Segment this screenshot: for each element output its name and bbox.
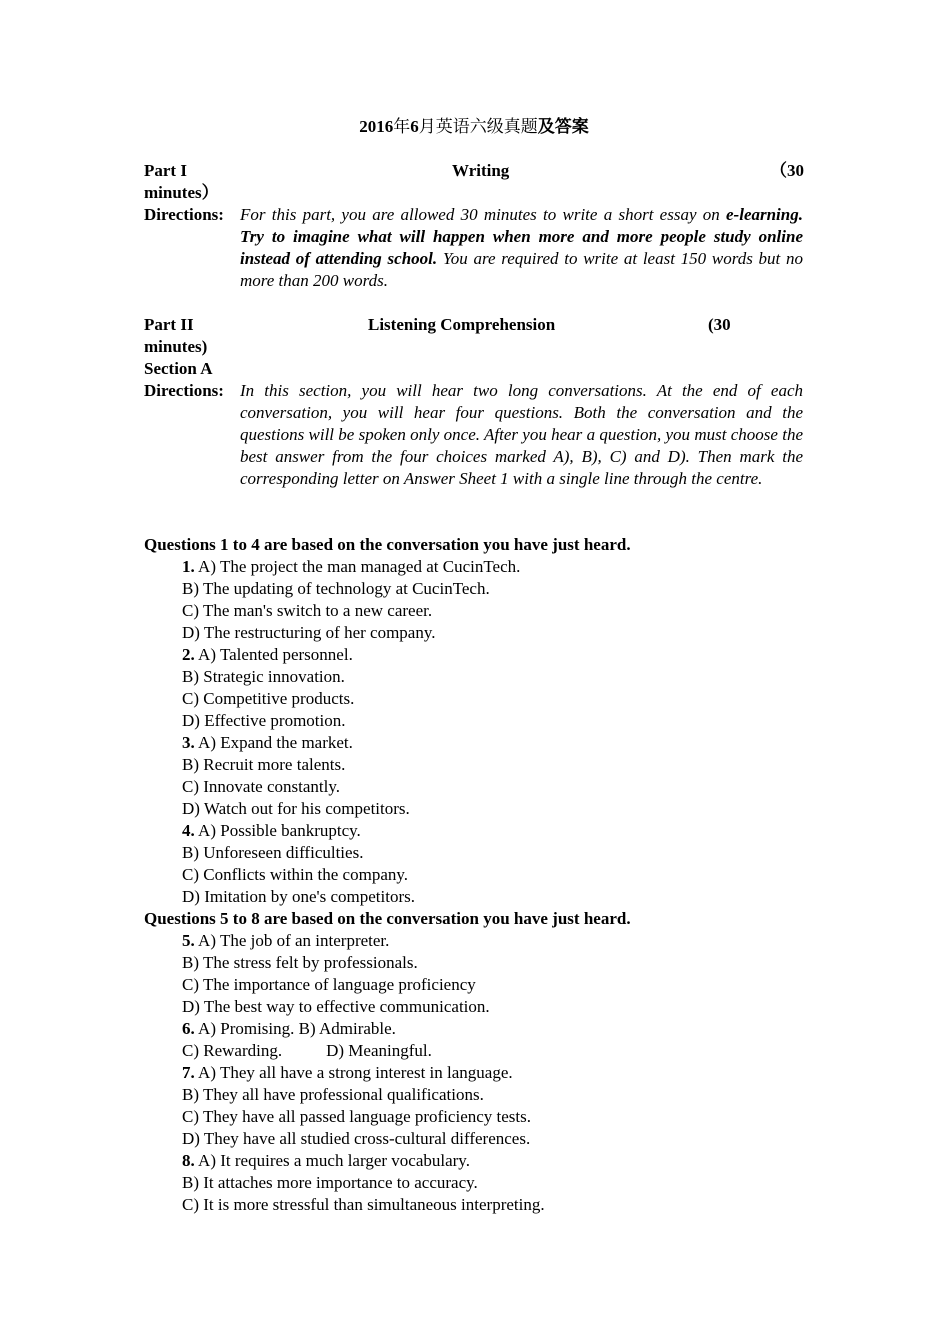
q2-option-d: D) Effective promotion. <box>182 711 346 730</box>
q4-option-d: D) Imitation by one's competitors. <box>182 887 415 906</box>
q2-option-c: C) Competitive products. <box>182 689 355 708</box>
q3-option-a <box>182 732 353 754</box>
q5-option-d: D) The best way to effective communication. <box>182 997 490 1016</box>
q8-option-c: C) It is more stressful than simultaneous interpreting. <box>182 1195 545 1214</box>
q7-option-d: D) They have all studied cross-cultural differences. <box>182 1129 531 1148</box>
q8-a-text: A) It requires a much larger vocabulary. <box>194 1151 470 1170</box>
title-main: 月英语六级真题 <box>418 117 538 136</box>
q4-number: 4. <box>182 821 195 840</box>
q5-option-b: B) The stress felt by professionals. <box>182 953 418 972</box>
q1-option-a <box>182 556 520 578</box>
title-year: 2016 <box>359 117 394 136</box>
q2-number: 2. <box>182 645 195 664</box>
part1-directions-text: For this part, you are allowed 30 minutes to write a short essay on <box>240 205 727 224</box>
q1-option-c: C) The man's switch to a new career. <box>182 601 433 620</box>
part1-directions-topic: e-learning. Try to imagine what will happen when more and more people study online instead of attending school. <box>240 205 803 268</box>
q6-b-text: B) Admirable. <box>294 1019 396 1038</box>
q5-a-text: A) The job of an interpreter. <box>194 931 390 950</box>
part2-time: (30 <box>708 315 731 334</box>
q7-number: 7. <box>182 1063 195 1082</box>
q3-option-b: B) Recruit more talents. <box>182 755 346 774</box>
question-group-2-heading: Questions 5 to 8 are based on the conversation you have just heard. <box>144 909 631 928</box>
q6-number: 6. <box>182 1019 195 1038</box>
q3-number: 3. <box>182 733 195 752</box>
q3-a-text: A) Expand the market. <box>194 733 353 752</box>
part1-label: Part I <box>144 161 187 180</box>
q1-number: 1. <box>182 557 195 576</box>
q6-d-text: D) Meaningful. <box>326 1041 432 1060</box>
part2-time-unit: minutes) <box>144 337 208 356</box>
q2-a-text: A) Talented personnel. <box>194 645 353 664</box>
q6-c-text: C) Rewarding. <box>182 1041 283 1060</box>
q4-option-b: B) Unforeseen difficulties. <box>182 843 364 862</box>
q2-option-a <box>182 644 353 666</box>
part1-directions-requirement: You are required to write at least 150 words but no more than 200 words. <box>240 249 804 290</box>
q4-a-text: A) Possible bankruptcy. <box>194 821 361 840</box>
part2-directions-label: Directions: <box>144 381 224 400</box>
q3-option-d: D) Watch out for his competitors. <box>182 799 410 818</box>
q8-number: 8. <box>182 1151 195 1170</box>
title-year-char: 年 <box>393 117 411 136</box>
q1-option-b: B) The updating of technology at CucinTech. <box>182 579 490 598</box>
q8-option-a <box>182 1150 470 1172</box>
part1-name: Writing <box>452 161 510 180</box>
q5-option-a <box>182 930 389 952</box>
q8-option-b: B) It attaches more importance to accuracy. <box>182 1173 478 1192</box>
part2-directions: In this section, you will hear two long conversations. At the end of each conversation, you will hear four questions. Both the conversation and the questions will be spoken only once. After you hear a question, you must choose the best answer from the four choices marked A), B), C) and D). Then mark the corresponding letter on Answer Sheet 1 with a single line through the centre. <box>240 381 803 488</box>
part1-directions <box>240 204 803 292</box>
q6-a-text: A) Promising. <box>194 1019 295 1038</box>
q7-option-a <box>182 1062 513 1084</box>
q1-option-d: D) The restructuring of her company. <box>182 623 436 642</box>
q7-option-c: C) They have all passed language proficiency tests. <box>182 1107 532 1126</box>
q5-number: 5. <box>182 931 195 950</box>
part1-directions-label: Directions: <box>144 205 224 224</box>
part1-time-unit: minutes） <box>144 183 219 202</box>
q6-options-cd <box>182 1040 432 1062</box>
part2-name: Listening Comprehension <box>368 315 556 334</box>
part2-label: Part II <box>144 315 194 334</box>
q2-option-b: B) Strategic innovation. <box>182 667 345 686</box>
section-a-label: Section A <box>144 359 213 378</box>
q4-option-c: C) Conflicts within the company. <box>182 865 409 884</box>
q5-option-c: C) The importance of language proficiency <box>182 975 476 994</box>
question-group-1-heading: Questions 1 to 4 are based on the conversation you have just heard. <box>144 535 631 554</box>
q1-a-text: A) The project the man managed at CucinTech. <box>194 557 521 576</box>
document-title <box>144 116 804 138</box>
q4-option-a <box>182 820 361 842</box>
q7-option-b: B) They all have professional qualifications. <box>182 1085 484 1104</box>
title-answers: 及答案 <box>537 117 589 136</box>
part1-time: （30 <box>770 161 804 180</box>
title-month: 6 <box>410 117 419 136</box>
q3-option-c: C) Innovate constantly. <box>182 777 340 796</box>
q7-a-text: A) They all have a strong interest in language. <box>194 1063 513 1082</box>
q6-options-ab <box>182 1018 396 1040</box>
